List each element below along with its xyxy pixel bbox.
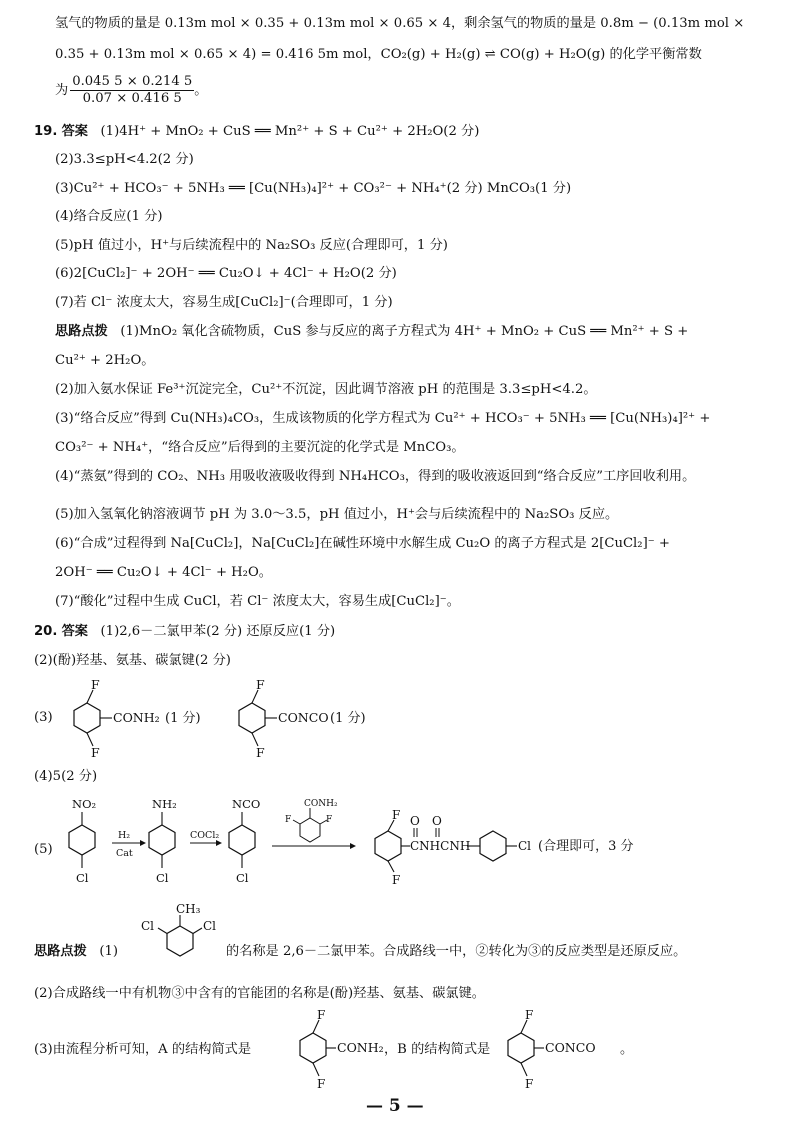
intro-prefix: 为 xyxy=(55,83,69,98)
q19-hint-label: 思路点拨 xyxy=(55,324,108,339)
reagent-f-left: F xyxy=(285,815,292,825)
reagent-h2: H₂ xyxy=(118,830,131,841)
carbonyl-o-2: O xyxy=(432,814,442,828)
intro-suffix: 。 xyxy=(194,83,208,98)
hint-b-f-top: F xyxy=(525,1008,534,1022)
cl-2: Cl xyxy=(156,871,169,885)
q19-answer-6: (6)2[CuCl₂]⁻ + 2OH⁻ ══ Cu₂O↓ + 4Cl⁻ + H₂O(2 分) xyxy=(55,266,397,281)
q20-answer-5-note: (合理即可，3 分 xyxy=(538,839,634,854)
q19-hint-1: (1)MnO₂ 氧化含硫物质，CuS 参与反应的离子方程式为 4H⁺ + MnO₂ + CuS ══ Mn²⁺ + S + xyxy=(120,324,689,339)
q20-hint-2: (2)合成路线一中有机物③中含有的官能团的名称是(酚)羟基、氨基、碳氯键。 xyxy=(34,986,485,1001)
hint-cl-right: Cl xyxy=(203,919,217,933)
q19-hint-7: (5)加入氢氧化钠溶液调节 pH 为 3.0～3.5，pH 值过小，H⁺会与后续流程中的 Na₂SO₃ 反应。 xyxy=(55,507,619,522)
product-amide-chain: CNHCNH xyxy=(410,839,471,853)
carbonyl-o-1: O xyxy=(410,814,420,828)
q19-hint-4: (3)“络合反应”得到 Cu(NH₃)₄CO₃，生成该物质的化学方程式为 Cu²⁺ + HCO₃⁻ + 5NH₃ ══ [Cu(NH₃)₄]²⁺ + xyxy=(55,411,711,426)
q20-answer-label: 答案 xyxy=(61,624,88,639)
hint-cl-left: Cl xyxy=(141,919,155,933)
hint-b-conco: CONCO xyxy=(545,1040,596,1055)
struct-b-conco: CONCO xyxy=(278,710,329,725)
amino-group: NH₂ xyxy=(152,797,177,811)
product-f-top: F xyxy=(392,808,401,822)
q19-hint-6: (4)“蒸氨”得到的 CO₂、NH₃ 用吸收液吸收得到 NH₄HCO₃，得到的吸收液返回到“络合反应”工序回收利用。 xyxy=(55,469,696,484)
q20-hint-1-text: 的名称是 2,6－二氯甲苯。合成路线一中，②转化为③的反应类型是还原反应。 xyxy=(226,944,687,959)
hint-structure-b xyxy=(508,1008,596,1091)
q19-hint-3: (2)加入氨水保证 Fe³⁺沉淀完全，Cu²⁺不沉淀，因此调节溶液 pH 的范围是 3.3≤pH<4.2。 xyxy=(55,382,597,397)
isocyanate-group: NCO xyxy=(232,797,261,811)
struct-b-score: (1 分) xyxy=(330,711,366,726)
cl-1: Cl xyxy=(76,871,89,885)
cl-3: Cl xyxy=(236,871,249,885)
q19-answer-3: (3)Cu²⁺ + HCO₃⁻ + 5NH₃ ══ [Cu(NH₃)₄]²⁺ + CO₃²⁻ + NH₄⁺(2 分) MnCO₃(1 分) xyxy=(55,181,572,196)
hint-a-f-bottom: F xyxy=(317,1077,326,1091)
fraction-numerator: 0.045 5 × 0.214 5 xyxy=(72,74,193,89)
struct-a-f-top: F xyxy=(91,677,100,692)
q20-hint-3-end: 。 xyxy=(620,1042,634,1057)
fraction-denominator: 0.07 × 0.416 5 xyxy=(82,91,182,106)
nitro-group: NO₂ xyxy=(72,797,97,811)
product-cl: Cl xyxy=(518,839,532,853)
q20-answer-1: (1)2,6－二氯甲苯(2 分) 还原反应(1 分) xyxy=(100,624,336,639)
q20-number: 20. xyxy=(34,624,58,639)
reagent-cocl2: COCl₂ xyxy=(190,830,220,841)
q19-number: 19. xyxy=(34,124,58,139)
q20-hint-3a: (3)由流程分析可知，A 的结构简式是 xyxy=(34,1042,252,1057)
q19-hint-9: 2OH⁻ ══ Cu₂O↓ + 4Cl⁻ + H₂O。 xyxy=(55,565,272,580)
hint-b-f-bottom: F xyxy=(525,1077,534,1091)
q19-answer-label: 答案 xyxy=(61,124,88,139)
hint-a-f-top: F xyxy=(317,1008,326,1022)
reagent-f-right: F xyxy=(326,815,333,825)
q19-hint-10: (7)“酸化”过程中生成 CuCl，若 Cl⁻ 浓度太大，容易生成[CuCl₂]⁻。 xyxy=(55,594,460,609)
product-f-bottom: F xyxy=(392,873,401,887)
q19-hint-5: CO₃²⁻ + NH₄⁺，“络合反应”后得到的主要沉淀的化学式是 MnCO₃。 xyxy=(55,440,465,455)
q20-answer-5-label: (5) xyxy=(34,842,53,857)
q19-hint-8: (6)“合成”过程得到 Na[CuCl₂]，Na[CuCl₂]在碱性环境中水解生成 Cu₂O 的离子方程式是 2[CuCl₂]⁻ + xyxy=(55,536,670,551)
hint-a-conh2: CONH₂ xyxy=(337,1040,384,1055)
q20-answer-3-label: (3) xyxy=(34,710,53,725)
intro-line-1: 氢气的物质的量是 0.13m mol × 0.35 + 0.13m mol × 0.65 × 4，剩余氢气的物质的量是 0.8m − (0.13m mol × xyxy=(55,16,745,31)
q19-answer-2: (2)3.3≤pH<4.2(2 分) xyxy=(55,152,194,167)
page-number: — 5 — xyxy=(366,1096,424,1116)
struct-b-f-bottom: F xyxy=(256,745,265,760)
struct-b-f-top: F xyxy=(256,677,265,692)
ch3-label: CH₃ xyxy=(176,902,201,916)
reagent-conh2: CONH₂ xyxy=(304,799,338,809)
intro-line-2: 0.35 + 0.13m mol × 0.65 × 4) = 0.416 5m mol，CO₂(g) + H₂(g) ⇌ CO(g) + H₂O(g) 的化学平衡常数 xyxy=(55,47,702,62)
q19-answer-4: (4)络合反应(1 分) xyxy=(55,209,163,224)
q19-answer-7: (7)若 Cl⁻ 浓度太大，容易生成[CuCl₂]⁻(合理即可，1 分) xyxy=(55,295,393,310)
reagent-cat: Cat xyxy=(116,848,133,859)
q19-answer-5: (5)pH 值过小，H⁺与后续流程中的 Na₂SO₃ 反应(合理即可，1 分) xyxy=(55,238,448,253)
q20-hint-1-number: (1) xyxy=(99,944,119,959)
q19-hint-2: Cu²⁺ + 2H₂O。 xyxy=(55,353,155,368)
q20-hint-label: 思路点拨 xyxy=(34,944,87,959)
q20-answer-2: (2)(酚)羟基、氨基、碳氯键(2 分) xyxy=(34,653,231,668)
struct-a-f-bottom: F xyxy=(91,745,100,760)
hint-structure-a xyxy=(300,1008,384,1091)
struct-a-conh2: CONH₂ xyxy=(113,710,160,725)
q19-answer-1: (1)4H⁺ + MnO₂ + CuS ══ Mn²⁺ + S + Cu²⁺ + 2H₂O(2 分) xyxy=(100,124,480,139)
q20-answer-4: (4)5(2 分) xyxy=(34,769,98,784)
q20-hint-3b: ，B 的结构简式是 xyxy=(384,1042,491,1057)
struct-a-score: (1 分) xyxy=(165,711,201,726)
